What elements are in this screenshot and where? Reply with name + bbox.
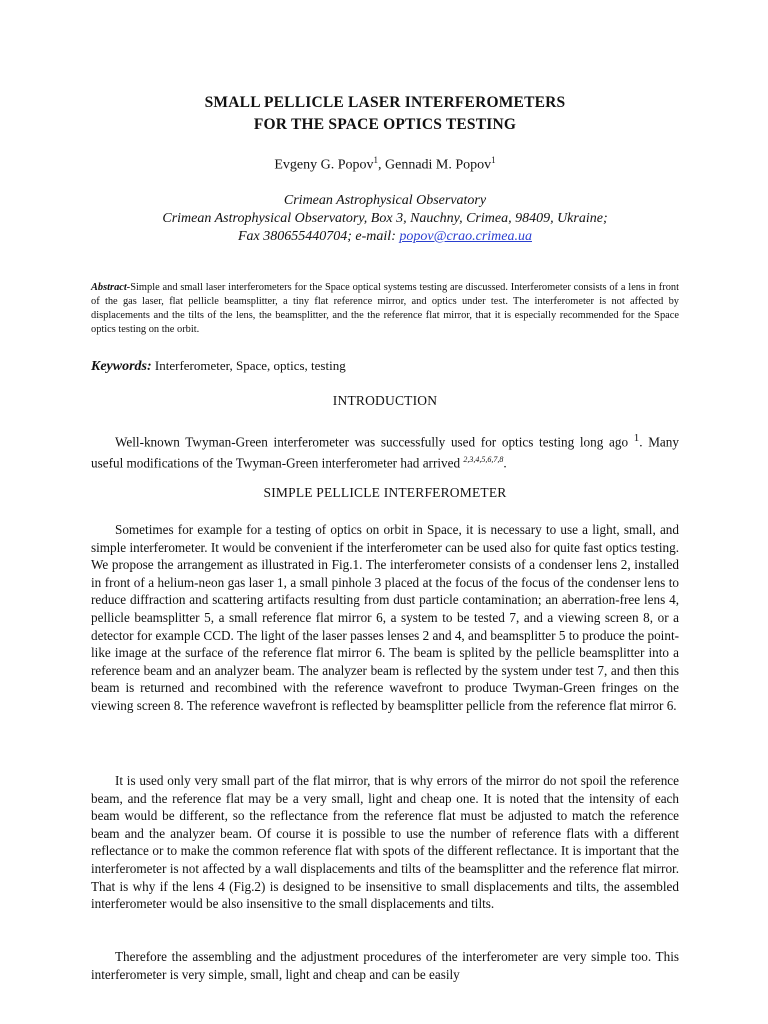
section-heading-introduction: INTRODUCTION [332, 393, 438, 408]
section-heading-simple-pellicle: SIMPLE PELLICLE INTERFEROMETER [263, 485, 507, 500]
abstract [91, 281, 679, 337]
citation-marker: 2,3,4,5,6,7,8 [463, 454, 504, 464]
author-separator: , [378, 157, 385, 173]
abstract-label: Abstract- [91, 282, 131, 293]
intro-text: . [503, 455, 507, 471]
keywords [91, 358, 679, 375]
fax-label: Fax 380655440704; e-mail: [238, 229, 400, 244]
citation-marker: 1 [633, 432, 640, 444]
keywords-label: Keywords: [91, 359, 152, 374]
author-name: Evgeny G. Popov [274, 157, 374, 173]
abstract-text: Simple and small laser interferometers for the Space optical systems testing are discussed. Interferometer consists of a lens in front of the gas laser, flat pellicle beamsplitter, a tiny flat reference mirror, and optics under test. The interferometer is not affected by displacements and the tilts of the lens, the beamsplitter, and the the reference flat mirror, that it is especially recommended for the Space optics testing on the orbit. [91, 282, 679, 335]
body-paragraph: Therefore the assembling and the adjustment procedures of the interferometer are very simple too. This interferometer is very simple, small, light and cheap and can be easily [91, 949, 679, 982]
intro-text: Well-known Twyman-Green interferometer was successfully used for optics testing long ago [115, 434, 634, 450]
author-list [91, 155, 679, 174]
affiliation-marker: 1 [491, 155, 496, 165]
affiliation-line: Crimean Astrophysical Observatory [283, 193, 487, 208]
author-name: Gennadi M. Popov [385, 157, 492, 173]
intro-paragraph [91, 430, 679, 472]
intro-text: . Many useful modifications of the Twyman-Green interferometer had arrived [91, 434, 679, 471]
body-paragraph: It is used only very small part of the flat mirror, that is why errors of the mirror do not spoil the reference beam, and the reference flat may be a very small, light and cheap one. It is noted that the intensity of each beam would be different, so the reflectance from the reference flat must be adjusted to match the reference beam and the analyzer beam. Of course it is possible to use the number of reference flats with a different reflectance or to make the common reference flat with spots of the different reflectance. It is important that the interferometer is not affected by a wall displacements and tilts of the beamsplitter and the reference flat mirror. That is why if the lens 4 (Fig.2) is designed to be insensitive to small displacements and tilts, the assembled interferometer would be also insensitive to the small displacements and tilts. [91, 773, 679, 912]
title-line-1: SMALL PELLICLE LASER INTERFEROMETERS [204, 94, 566, 111]
affiliation-contact [91, 228, 679, 246]
paper-title [91, 92, 679, 136]
body-paragraph: Sometimes for example for a testing of optics on orbit in Space, it is necessary to use a light, small, and simple interferometer. It would be convenient if the interferometer can be used also for quite fast optics testing. We propose the arrangement as illustrated in Fig.1. The interferometer consists of a condenser lens 2, installed in front of a helium-neon gas laser 1, a small pinhole 3 placed at the focus of the focus of the condenser lens to reduce diffraction and scattering artifacts resulting from dust particle contamination; an aberration-free lens 4, pellicle beamsplitter 5, a small reference flat mirror 6, a system to be tested 7, and a viewing screen 8, or a detector for example CCD. The light of the laser passes lenses 2 and 4, and beamsplitter 5 to produce the point-like image at the surface of the reference flat mirror 6. The beam is splited by the pellicle beamsplitter into a reference beam and an analyzer beam. The analyzer beam is reflected by the system under test 7, and then this beam is returned and recombined with the reference wavefront to produce Twyman-Green fringes on the viewing screen 8. The reference wavefront is reflected by beamsplitter pellicle from the reference flat mirror 6. [91, 522, 679, 713]
affiliation-marker: 1 [373, 155, 378, 165]
affiliation-address: Crimean Astrophysical Observatory, Box 3, Nauchny, Crimea, 98409, Ukraine; [162, 211, 608, 226]
affiliation-block [91, 192, 679, 246]
keywords-text: Interferometer, Space, optics, testing [151, 358, 346, 373]
title-line-2: FOR THE SPACE OPTICS TESTING [253, 116, 517, 133]
email-link[interactable]: popov@crao.crimea.ua [399, 229, 532, 244]
